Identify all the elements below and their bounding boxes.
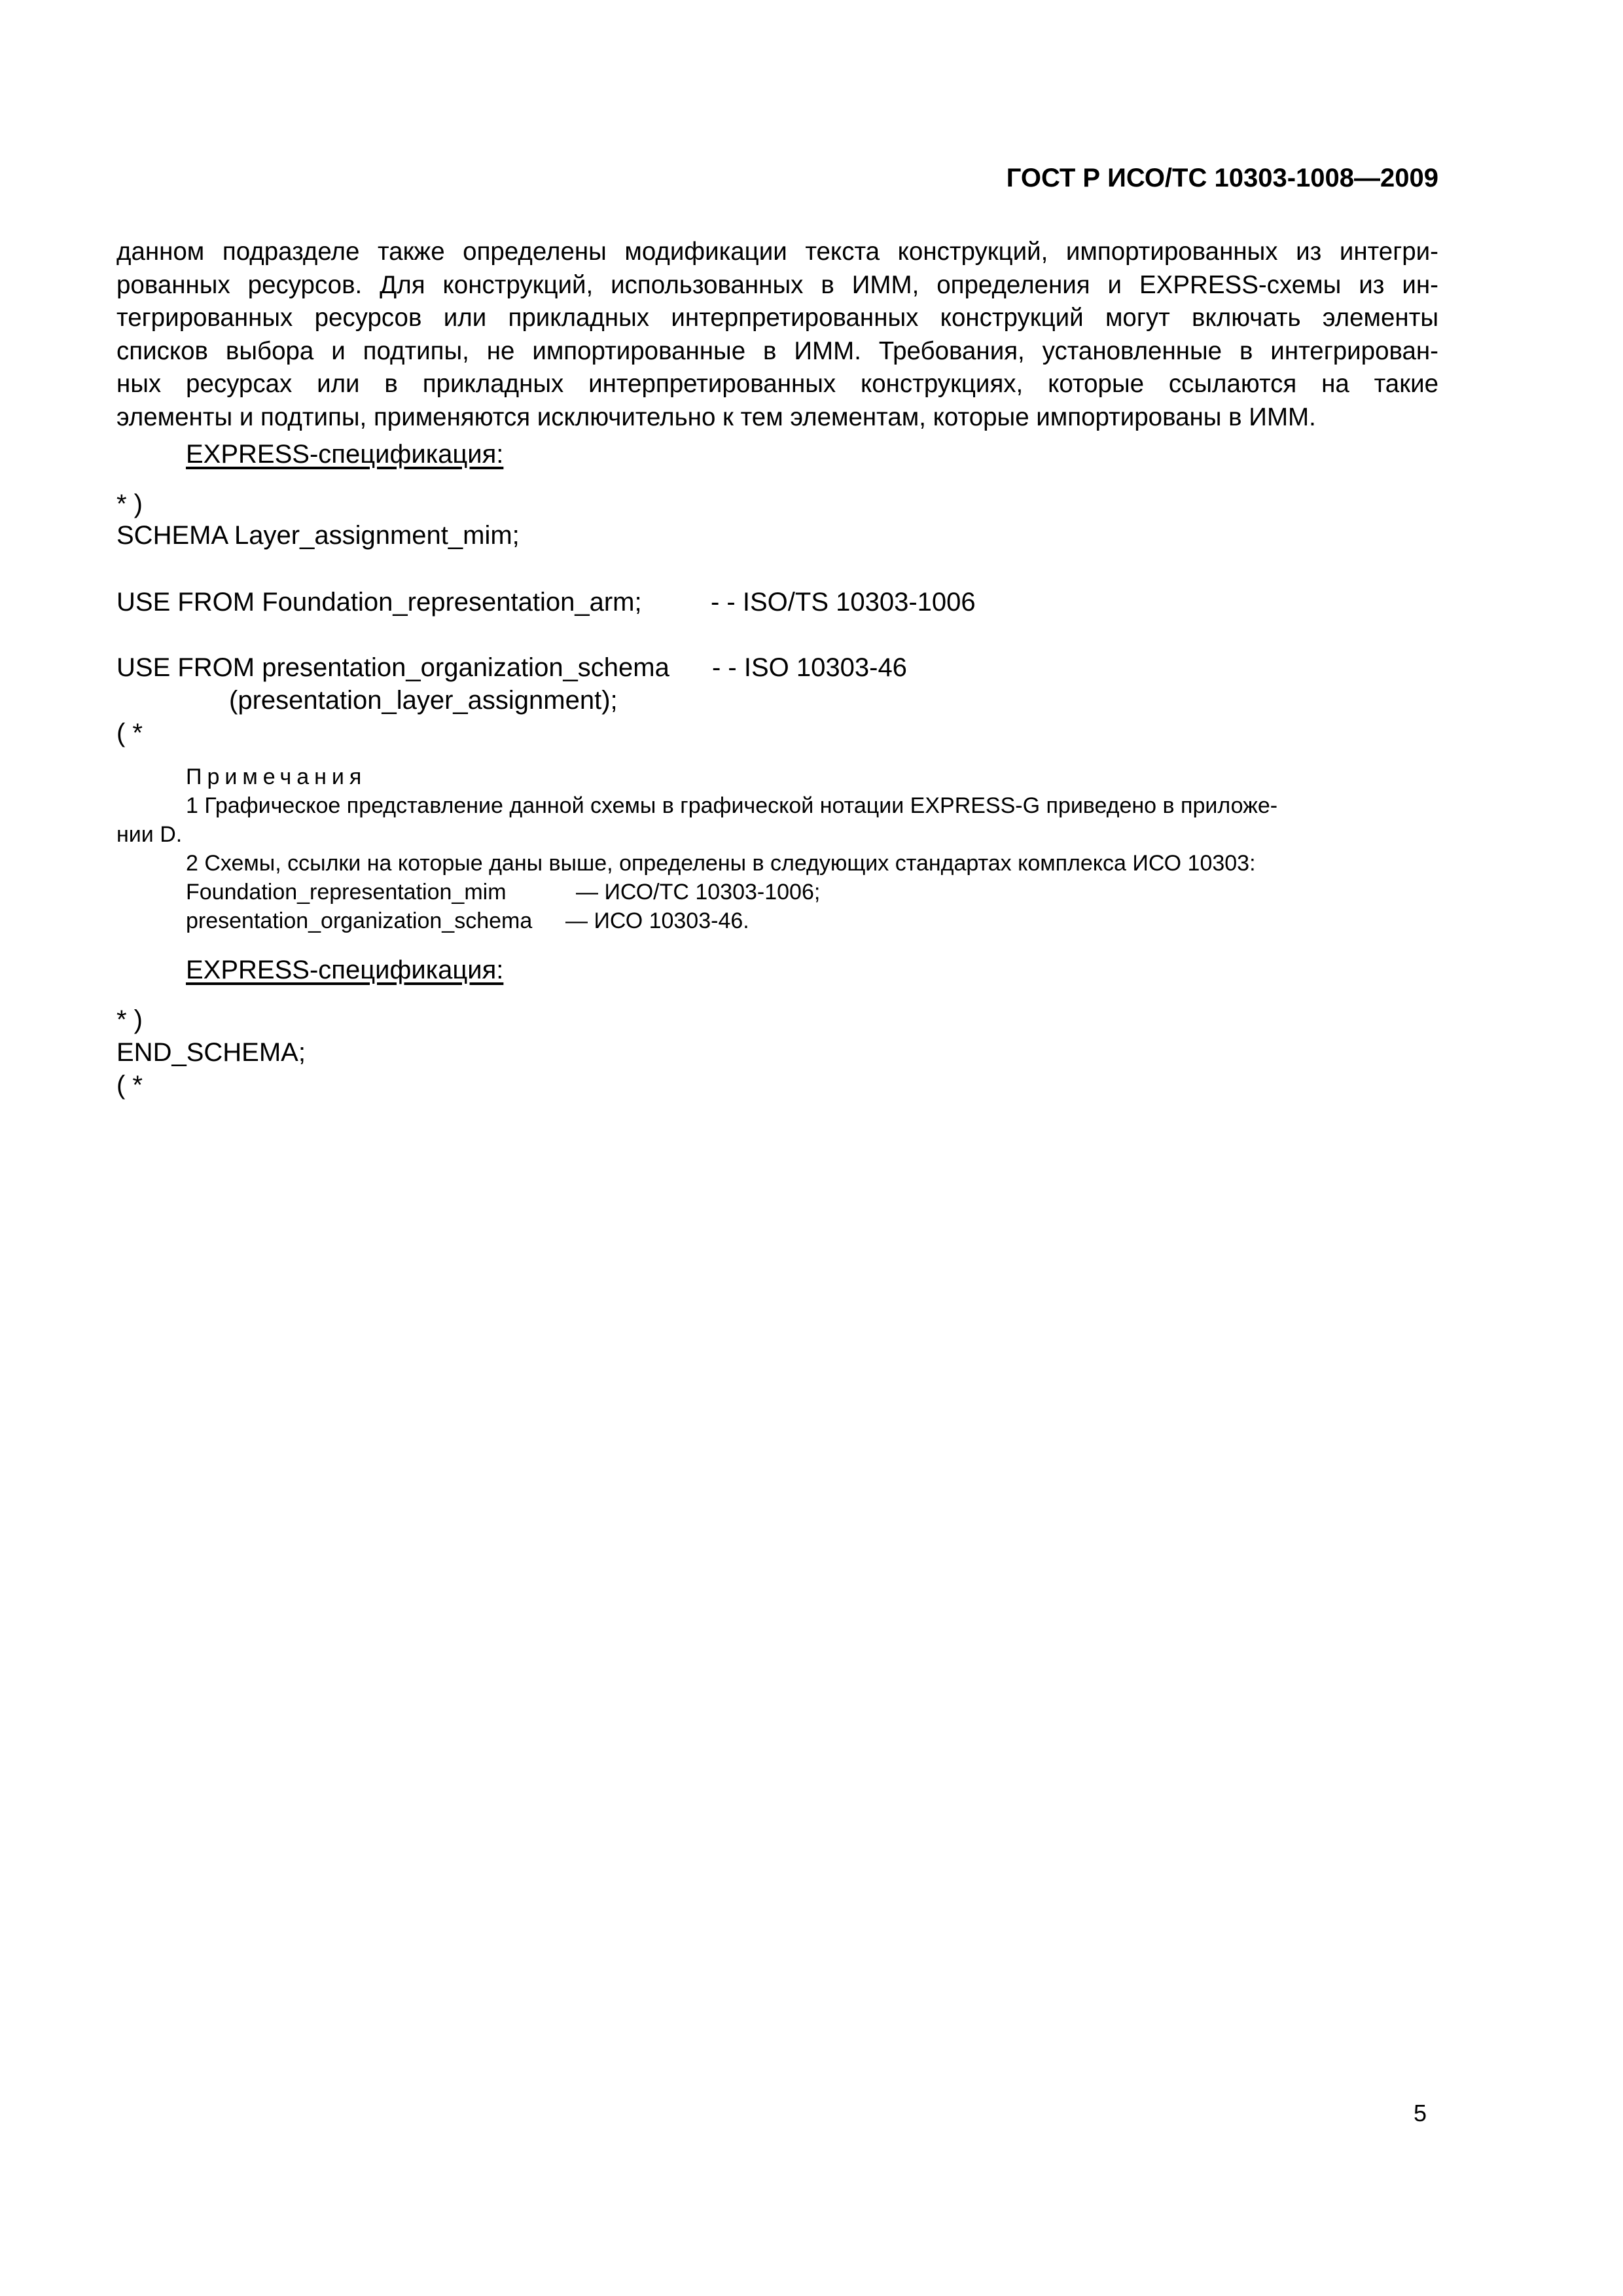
use-reference: - - ISO/TS 10303-1006 xyxy=(711,588,976,617)
intro-line: ных ресурсах или в прикладных интерпретированных конструкциях, которые ссылаются на такие xyxy=(116,370,1438,398)
page-number: 5 xyxy=(1414,2100,1427,2126)
intro-paragraph xyxy=(116,236,1438,434)
intro-line: списков выбора и подтипы, не импортированные в ИММ. Требования, установленные в интегрирован- xyxy=(116,336,1438,365)
use-reference: - - ISO 10303-46 xyxy=(712,653,907,682)
note-1-cont: нии D. xyxy=(116,822,183,847)
note-2: 2 Схемы, ссылки на которые даны выше, определены в следующих стандартах комплекса ИСО 10303: xyxy=(186,851,1256,876)
note-1: 1 Графическое представление данной схемы в графической нотации EXPRESS-G приведено в приложе- xyxy=(186,793,1278,818)
end-schema: END_SCHEMA; xyxy=(116,1038,306,1067)
intro-line: элементы и подтипы, применяются исключительно к тем элементам, которые импортированы в ИММ. xyxy=(116,403,1316,431)
express-heading: EXPRESS-спецификация: xyxy=(186,956,504,984)
comment-open: ( * xyxy=(116,719,143,747)
use-statement: USE FROM presentation_organization_schema xyxy=(116,653,669,682)
express-heading: EXPRESS-спецификация: xyxy=(186,440,504,469)
use-statement: USE FROM Foundation_representation_arm; xyxy=(116,588,642,617)
intro-line: данном подразделе также определены модификации текста конструкций, импортированных из интегри- xyxy=(116,238,1438,266)
document-header: ГОСТ Р ИСО/ТС 10303-1008—2009 xyxy=(1006,164,1438,192)
intro-line: тегрированных ресурсов или прикладных интерпретированных конструкций могут включать элементы xyxy=(116,304,1438,332)
note-ref-name: Foundation_representation_mim xyxy=(186,880,507,905)
note-ref-std: — ИСО/ТС 10303-1006; xyxy=(576,880,821,905)
note-ref-name: presentation_organization_schema xyxy=(186,908,533,933)
comment-close: * ) xyxy=(116,1005,143,1034)
note-ref-std: — ИСО 10303-46. xyxy=(565,908,749,933)
use-continuation: (presentation_layer_assignment); xyxy=(229,686,618,715)
comment-open: ( * xyxy=(116,1071,143,1100)
intro-line: рованных ресурсов. Для конструкций, использованных в ИММ, определения и EXPRESS-схемы из ин- xyxy=(116,270,1438,299)
comment-close: * ) xyxy=(116,490,143,518)
schema-declaration: SCHEMA Layer_assignment_mim; xyxy=(116,521,520,550)
notes-title: Примечания xyxy=(186,764,367,789)
